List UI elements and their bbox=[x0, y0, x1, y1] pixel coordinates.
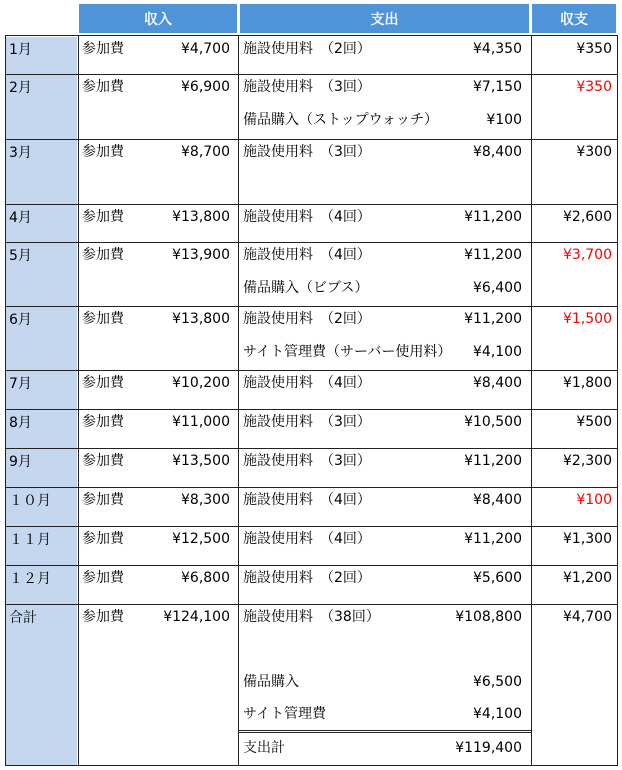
expense-amount: ¥4,350 bbox=[473, 41, 522, 57]
row-divider bbox=[5, 35, 617, 36]
total-expense-label: 施設使用料 （38回） bbox=[243, 609, 380, 625]
expense-label: 備品購入（ビブス） bbox=[243, 280, 369, 296]
income-label: 参加費 bbox=[82, 247, 124, 263]
expense-amount: ¥11,200 bbox=[464, 247, 522, 263]
subtotal-divider bbox=[239, 730, 531, 731]
expense-amount: ¥8,400 bbox=[473, 375, 522, 391]
expense-amount: ¥8,400 bbox=[473, 144, 522, 160]
balance-amount: ¥1,500 bbox=[563, 311, 612, 327]
income-amount: ¥13,900 bbox=[172, 247, 230, 263]
column-divider bbox=[617, 35, 618, 766]
income-label: 参加費 bbox=[82, 79, 124, 95]
income-amount: ¥6,800 bbox=[181, 570, 230, 586]
month-label: 3月 bbox=[5, 140, 77, 204]
month-label: 6月 bbox=[5, 307, 77, 370]
income-label: 参加費 bbox=[82, 531, 124, 547]
expense-amount: ¥100 bbox=[486, 112, 522, 128]
month-label: 9月 bbox=[5, 449, 77, 487]
balance-amount: ¥2,600 bbox=[563, 209, 612, 225]
row-divider bbox=[5, 74, 617, 75]
total-balance-amount: ¥4,700 bbox=[563, 609, 612, 625]
income-amount: ¥6,900 bbox=[181, 79, 230, 95]
row-divider bbox=[5, 3, 617, 4]
month-label: １０月 bbox=[5, 488, 77, 526]
month-label: 1月 bbox=[5, 37, 77, 74]
expense-label: 施設使用料 （2回） bbox=[243, 570, 371, 586]
row-divider bbox=[5, 604, 617, 605]
column-divider bbox=[238, 35, 239, 766]
row-divider bbox=[5, 306, 617, 307]
total-expense-amount: ¥6,500 bbox=[473, 674, 522, 690]
expense-label: 施設使用料 （4回） bbox=[243, 531, 371, 547]
balance-amount: ¥100 bbox=[576, 492, 612, 508]
total-expense-label: サイト管理費 bbox=[243, 706, 327, 722]
income-amount: ¥8,700 bbox=[181, 144, 230, 160]
income-amount: ¥10,200 bbox=[172, 375, 230, 391]
row-divider bbox=[5, 204, 617, 205]
header-expense: 支出 bbox=[240, 4, 529, 33]
total-expense-label: 備品購入 bbox=[243, 674, 299, 690]
expense-amount: ¥4,100 bbox=[473, 344, 522, 360]
income-amount: ¥8,300 bbox=[181, 492, 230, 508]
expense-label: 備品購入（ストップウォッチ） bbox=[243, 112, 439, 128]
row-divider bbox=[5, 370, 617, 371]
header-income: 収入 bbox=[79, 4, 237, 33]
header-balance: 収支 bbox=[532, 4, 616, 33]
income-label: 参加費 bbox=[82, 492, 124, 508]
expense-label: サイト管理費（サーバー使用料） bbox=[243, 344, 452, 360]
income-label: 参加費 bbox=[82, 311, 124, 327]
expense-label: 施設使用料 （3回） bbox=[243, 79, 371, 95]
month-label: 2月 bbox=[5, 75, 77, 139]
expense-label: 施設使用料 （3回） bbox=[243, 144, 371, 160]
total-expense-amount: ¥4,100 bbox=[473, 706, 522, 722]
expense-amount: ¥5,600 bbox=[473, 570, 522, 586]
expense-label: 施設使用料 （4回） bbox=[243, 247, 371, 263]
income-amount: ¥13,800 bbox=[172, 209, 230, 225]
income-label: 参加費 bbox=[82, 209, 124, 225]
income-amount: ¥13,800 bbox=[172, 311, 230, 327]
column-divider bbox=[5, 35, 6, 766]
row-divider bbox=[5, 526, 617, 527]
expense-amount: ¥6,400 bbox=[473, 280, 522, 296]
balance-amount: ¥3,700 bbox=[563, 247, 612, 263]
income-amount: ¥13,500 bbox=[172, 453, 230, 469]
total-income-label: 参加費 bbox=[82, 609, 124, 625]
income-label: 参加費 bbox=[82, 144, 124, 160]
month-label: １２月 bbox=[5, 566, 77, 604]
income-label: 参加費 bbox=[82, 414, 124, 430]
balance-amount: ¥350 bbox=[576, 79, 612, 95]
expense-amount: ¥7,150 bbox=[473, 79, 522, 95]
row-divider bbox=[5, 765, 617, 766]
expense-amount: ¥11,200 bbox=[464, 531, 522, 547]
expense-amount: ¥10,500 bbox=[464, 414, 522, 430]
expense-label: 施設使用料 （3回） bbox=[243, 414, 371, 430]
month-label: 7月 bbox=[5, 371, 77, 409]
month-label: 4月 bbox=[5, 205, 77, 242]
expense-label: 施設使用料 （4回） bbox=[243, 209, 371, 225]
income-label: 参加費 bbox=[82, 453, 124, 469]
expense-amount: ¥11,200 bbox=[464, 209, 522, 225]
expense-total-label: 支出計 bbox=[243, 740, 285, 756]
total-expense-amount: ¥108,800 bbox=[455, 609, 522, 625]
balance-amount: ¥1,200 bbox=[563, 570, 612, 586]
balance-amount: ¥350 bbox=[576, 41, 612, 57]
row-divider bbox=[5, 448, 617, 449]
expense-label: 施設使用料 （4回） bbox=[243, 492, 371, 508]
row-divider bbox=[5, 409, 617, 410]
balance-amount: ¥1,300 bbox=[563, 531, 612, 547]
income-amount: ¥4,700 bbox=[181, 41, 230, 57]
row-divider bbox=[5, 487, 617, 488]
column-divider bbox=[531, 35, 532, 766]
month-label: １１月 bbox=[5, 527, 77, 565]
balance-amount: ¥2,300 bbox=[563, 453, 612, 469]
expense-label: 施設使用料 （4回） bbox=[243, 375, 371, 391]
income-label: 参加費 bbox=[82, 375, 124, 391]
balance-amount: ¥500 bbox=[576, 414, 612, 430]
expense-label: 施設使用料 （2回） bbox=[243, 311, 371, 327]
balance-amount: ¥1,800 bbox=[563, 375, 612, 391]
column-divider bbox=[78, 35, 79, 766]
row-divider bbox=[5, 242, 617, 243]
income-label: 参加費 bbox=[82, 570, 124, 586]
total-label: 合計 bbox=[5, 605, 77, 765]
total-income-amount: ¥124,100 bbox=[163, 609, 230, 625]
balance-amount: ¥300 bbox=[576, 144, 612, 160]
row-divider bbox=[5, 139, 617, 140]
expense-amount: ¥8,400 bbox=[473, 492, 522, 508]
income-amount: ¥11,000 bbox=[172, 414, 230, 430]
expense-amount: ¥11,200 bbox=[464, 453, 522, 469]
income-label: 参加費 bbox=[82, 41, 124, 57]
subtotal-divider bbox=[239, 732, 531, 733]
expense-amount: ¥11,200 bbox=[464, 311, 522, 327]
expense-label: 施設使用料 （2回） bbox=[243, 41, 371, 57]
expense-total-amount: ¥119,400 bbox=[455, 740, 522, 756]
income-amount: ¥12,500 bbox=[172, 531, 230, 547]
month-label: 5月 bbox=[5, 243, 77, 306]
month-label: 8月 bbox=[5, 410, 77, 448]
expense-label: 施設使用料 （3回） bbox=[243, 453, 371, 469]
row-divider bbox=[5, 565, 617, 566]
